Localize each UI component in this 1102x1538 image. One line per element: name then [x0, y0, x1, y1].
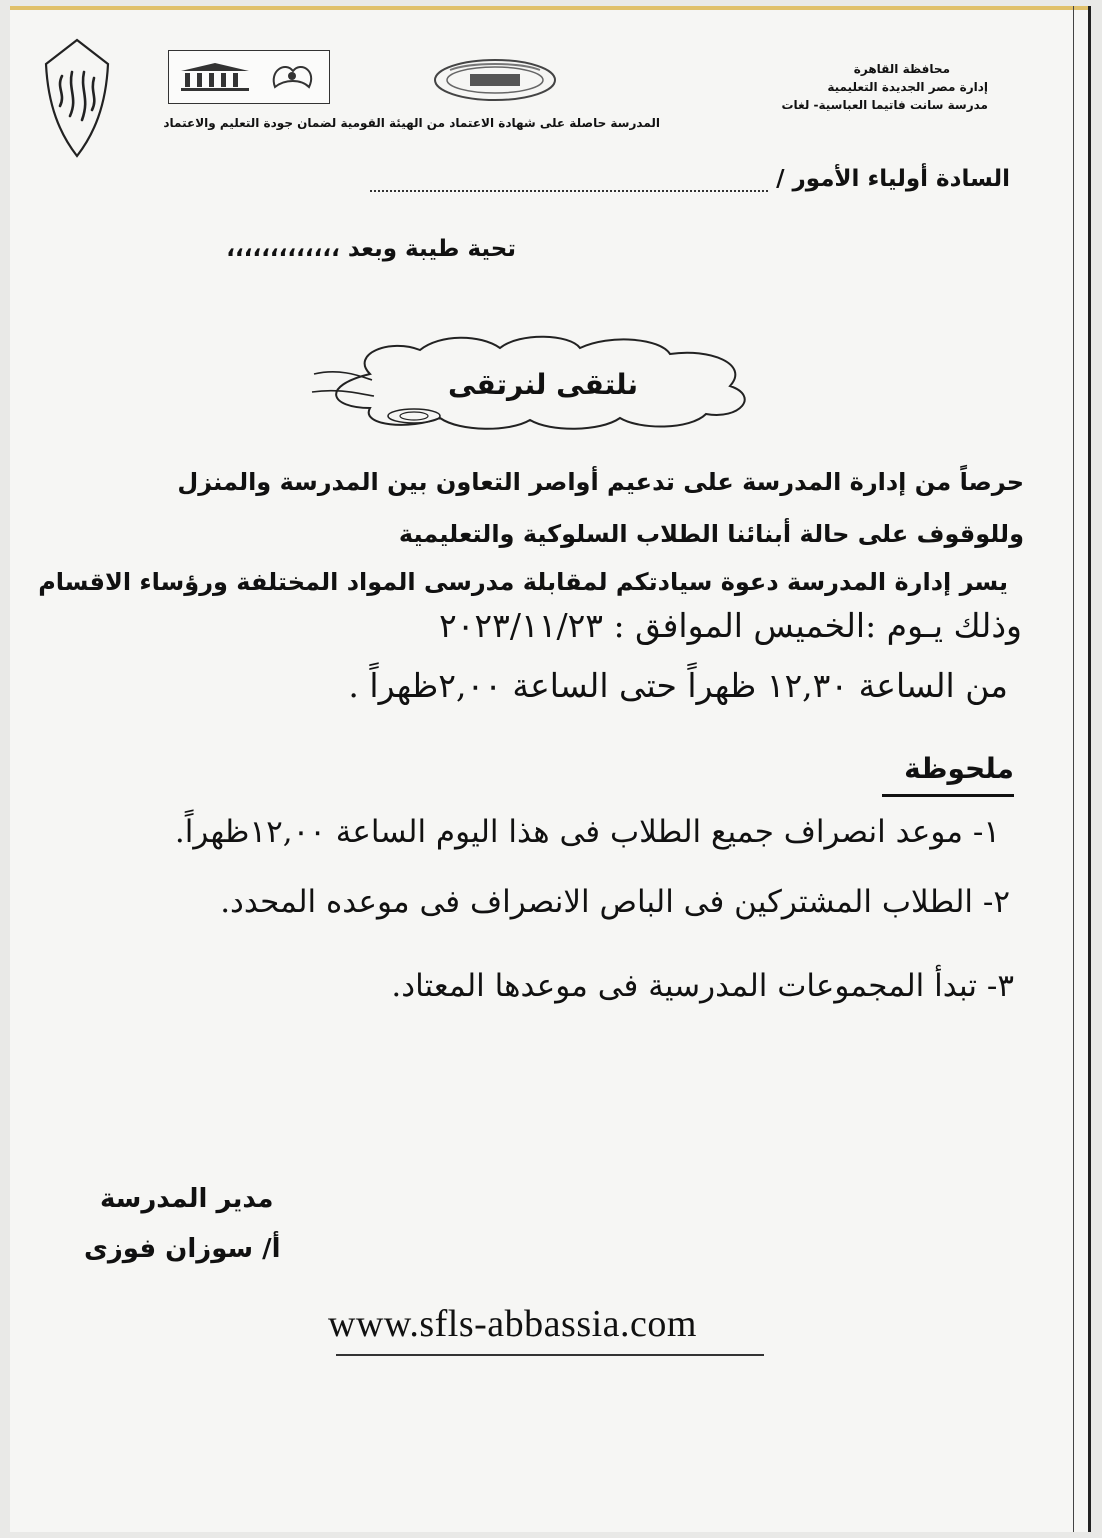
salutation: السادة أولياء الأمور / — [776, 166, 1010, 192]
accreditation-statement: المدرسة حاصلة على شهادة الاعتماد من الهيئة القومية لضمان جودة التعليم والاعتماد — [163, 116, 660, 130]
meeting-day: وذلك يـوم :الخميس الموافق : ٢٠٢٣/١١/٢٣ — [438, 606, 1022, 645]
signature-name: أ/ سوزان فوزى — [84, 1234, 281, 1264]
name-dotted-line — [370, 190, 768, 192]
school-shield-logo-icon — [40, 36, 114, 160]
body-line-2: وللوقوف على حالة أبنائنا الطلاب السلوكية والتعليمية — [398, 520, 1024, 548]
notes-title: ملحوظة — [904, 752, 1014, 785]
note-item-2: ٢- الطلاب المشتركين فى الباص الانصراف فى موعده المحدد. — [220, 884, 1010, 920]
signature-title: مدير المدرسة — [100, 1184, 274, 1214]
top-edge-line — [10, 6, 1088, 10]
school-website: www.sfls-abbassia.com — [328, 1303, 697, 1345]
header-administration: إدارة مصر الجديدة التعليمية — [827, 80, 988, 94]
header-governorate: محافظة القاهرة — [853, 62, 950, 76]
letter-page — [10, 6, 1091, 1532]
note-item-3: ٣- تبدأ المجموعات المدرسية فى موعدها المعتاد. — [391, 968, 1014, 1004]
note-item-1: ١- موعد انصراف جميع الطلاب فى هذا اليوم الساعة ١٢,٠٠ظهراً. — [174, 814, 1000, 850]
unesco-temple-icon — [177, 61, 253, 91]
greeting: تحية طيبة وبعد ،،،،،،،،،،،،، — [226, 236, 516, 262]
body-line-3: يسر إدارة المدرسة دعوة سيادتكم لمقابلة مدرسى المواد المختلفة ورؤساء الاقسام — [38, 568, 1008, 596]
header-school: مدرسة سانت فاتيما العباسية- لغات — [781, 98, 988, 112]
unesco-logo-box — [168, 50, 330, 104]
notes-title-underline — [882, 794, 1014, 797]
partner-emblem-icon — [265, 57, 319, 95]
body-line-1: حرصاً من إدارة المدرسة على تدعيم أواصر التعاون بين المدرسة والمنزل — [177, 468, 1024, 496]
banner-title: نلتقى لنرتقى — [448, 368, 638, 401]
website-underline — [336, 1354, 764, 1356]
meeting-time: من الساعة ١٢,٣٠ ظهراً حتى الساعة ٢,٠٠ظهراً . — [348, 666, 1008, 705]
ministry-emblem-icon — [430, 56, 560, 104]
